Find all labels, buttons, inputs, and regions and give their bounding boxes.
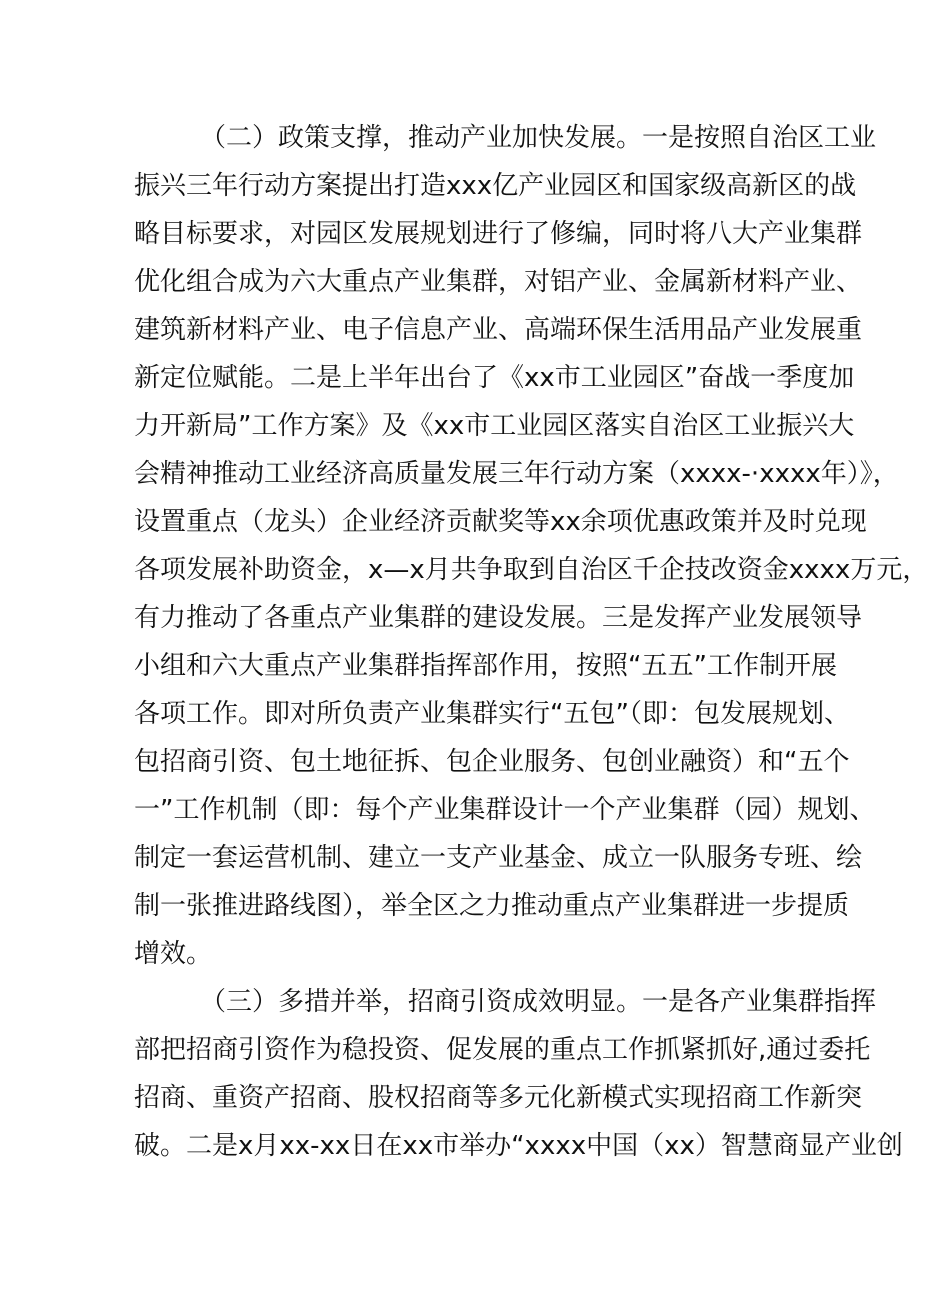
paragraph-1-line-8: 会精神推动工业经济高质量发展三年行动方案（xxxx-·xxxx年）》， xyxy=(134,459,899,489)
paragraph-1-line-6: 新定位赋能。二是上半年出台了《xx市工业园区”奋战一季度加 xyxy=(134,363,855,393)
paragraph-1-line-16: 制定一套运营机制、建立一支产业基金、成立一队服务专班、绘 xyxy=(134,843,863,873)
paragraph-1-line-15: 一”工作机制（即：每个产业集群设计一个产业集群（园）规划、 xyxy=(134,795,876,825)
paragraph-1-line-18: 增效。 xyxy=(134,939,213,969)
paragraph-1-line-5: 建筑新材料产业、电子信息产业、高端环保生活用品产业发展重 xyxy=(134,315,863,345)
paragraph-2-line-3: 招商、重资产招商、股权招商等多元化新模式实现招商工作新突 xyxy=(134,1083,863,1113)
paragraph-1-line-17: 制一张推进路线图），举全区之力推动重点产业集群进一步提质 xyxy=(134,891,850,921)
paragraph-1-line-10: 各项发展补助资金，x—x月共争取到自治区千企技改资金xxxx万元， xyxy=(134,555,928,585)
paragraph-1-line-3: 略目标要求，对园区发展规划进行了修编，同时将八大产业集群 xyxy=(134,219,863,249)
paragraph-2-line-1: （三）多措并举，招商引资成效明显。一是各产业集群指挥 xyxy=(200,987,877,1017)
paragraph-2-line-2: 部把招商引资作为稳投资、促发展的重点工作抓紧抓好,通过委托 xyxy=(134,1035,871,1065)
paragraph-1-line-7: 力开新局”工作方案》及《xx市工业园区落实自治区工业振兴大 xyxy=(134,411,855,441)
paragraph-1-line-9: 设置重点（龙头）企业经济贡献奖等xx余项优惠政策并及时兑现 xyxy=(134,507,867,537)
paragraph-1-line-4: 优化组合成为六大重点产业集群，对铝产业、金属新材料产业、 xyxy=(134,267,863,297)
paragraph-1-line-12: 小组和六大重点产业集群指挥部作用，按照“五五”工作制开展 xyxy=(134,651,837,681)
paragraph-2-line-4: 破。二是x月xx-xx日在xx市举办“xxxx中国（xx）智慧商显产业创 xyxy=(134,1131,903,1161)
paragraph-1-line-14: 包招商引资、包土地征拆、包企业服务、包创业融资）和“五个 xyxy=(134,747,850,777)
paragraph-1-line-1: （二）政策支撑，推动产业加快发展。一是按照自治区工业 xyxy=(200,123,877,153)
paragraph-1-line-13: 各项工作。即对所负责产业集群实行“五包”（即：包发展规划、 xyxy=(134,699,850,729)
paragraph-1-line-11: 有力推动了各重点产业集群的建设发展。三是发挥产业发展领导 xyxy=(134,603,863,633)
paragraph-1-line-2: 振兴三年行动方案提出打造xxx亿产业园区和国家级高新区的战 xyxy=(134,171,857,201)
